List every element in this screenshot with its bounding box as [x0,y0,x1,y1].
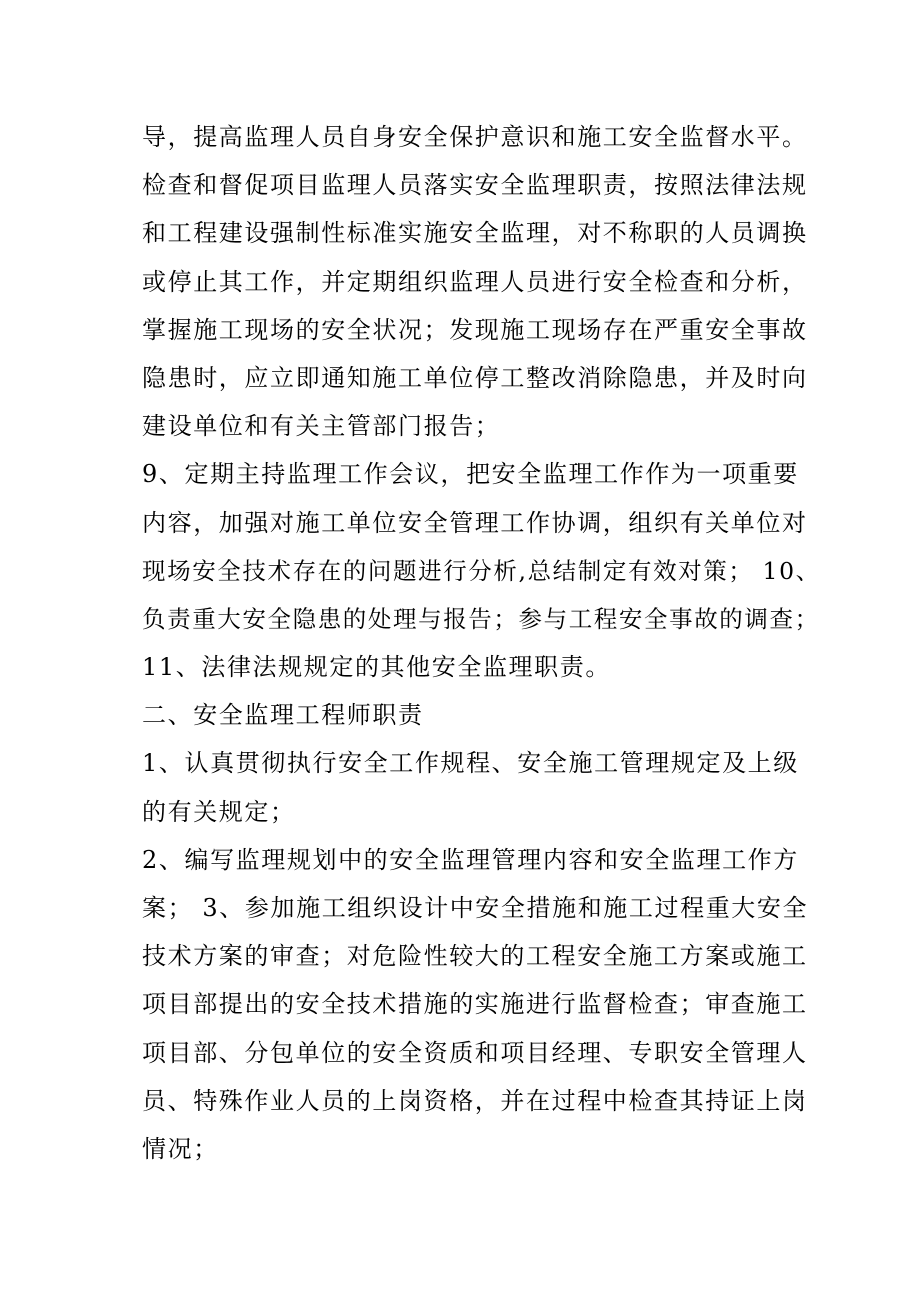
text-line: 建设单位和有关主管部门报告； [142,412,501,441]
text-line: 导，提高监理人员自身安全保护意识和施工安全监督水平。 [142,123,808,151]
text-line: 9、定期主持监理工作会议，把安全监理工作作为一项重要 [142,460,799,489]
section-heading: 二、安全监理工程师职责 [142,701,424,730]
document-body [142,113,821,1173]
text-line: 11、法律法规规定的其他安全监理职责。 [142,653,611,682]
text-line: 检查和督促项目监理人员落实安全监理职责，按照法律法规 [142,171,808,200]
text-line: 案； 3、参加施工组织设计中安全措施和施工过程重大安全 [142,894,809,922]
text-line: 隐患时，应立即通知施工单位停工整改消除隐患，并及时向 [142,363,808,392]
text-line: 的有关规定； [142,797,296,826]
text-line: 内容，加强对施工单位安全管理工作协调，组织有关单位对 [142,508,808,537]
text-line: 情况； [142,1134,219,1163]
text-line: 掌握施工现场的安全状况；发现施工现场存在严重安全事故 [142,315,808,344]
text-line: 项目部提出的安全技术措施的实施进行监督检查；审查施工 [142,990,808,1019]
text-line: 1、认真贯彻执行安全工作规程、安全施工管理规定及上级 [142,749,799,778]
text-line: 或停止其工作，并定期组织监理人员进行安全检查和分析， [142,267,808,296]
text-line: 2、编写监理规划中的安全监理管理内容和安全监理工作方 [142,845,799,874]
text-line: 负责重大安全隐患的处理与报告；参与工程安全事故的调查； [142,604,820,633]
text-line: 项目部、分包单位的安全资质和项目经理、专职安全管理人 [142,1038,808,1067]
text-line: 员、特殊作业人员的上岗资格，并在过程中检查其持证上岗 [142,1086,808,1115]
text-line: 和工程建设强制性标准实施安全监理，对不称职的人员调换 [142,219,808,248]
text-line: 技术方案的审查；对危险性较大的工程安全施工方案或施工 [142,942,808,971]
text-line: 现场安全技术存在的问题进行分析,总结制定有效对策； 10、 [142,556,821,585]
